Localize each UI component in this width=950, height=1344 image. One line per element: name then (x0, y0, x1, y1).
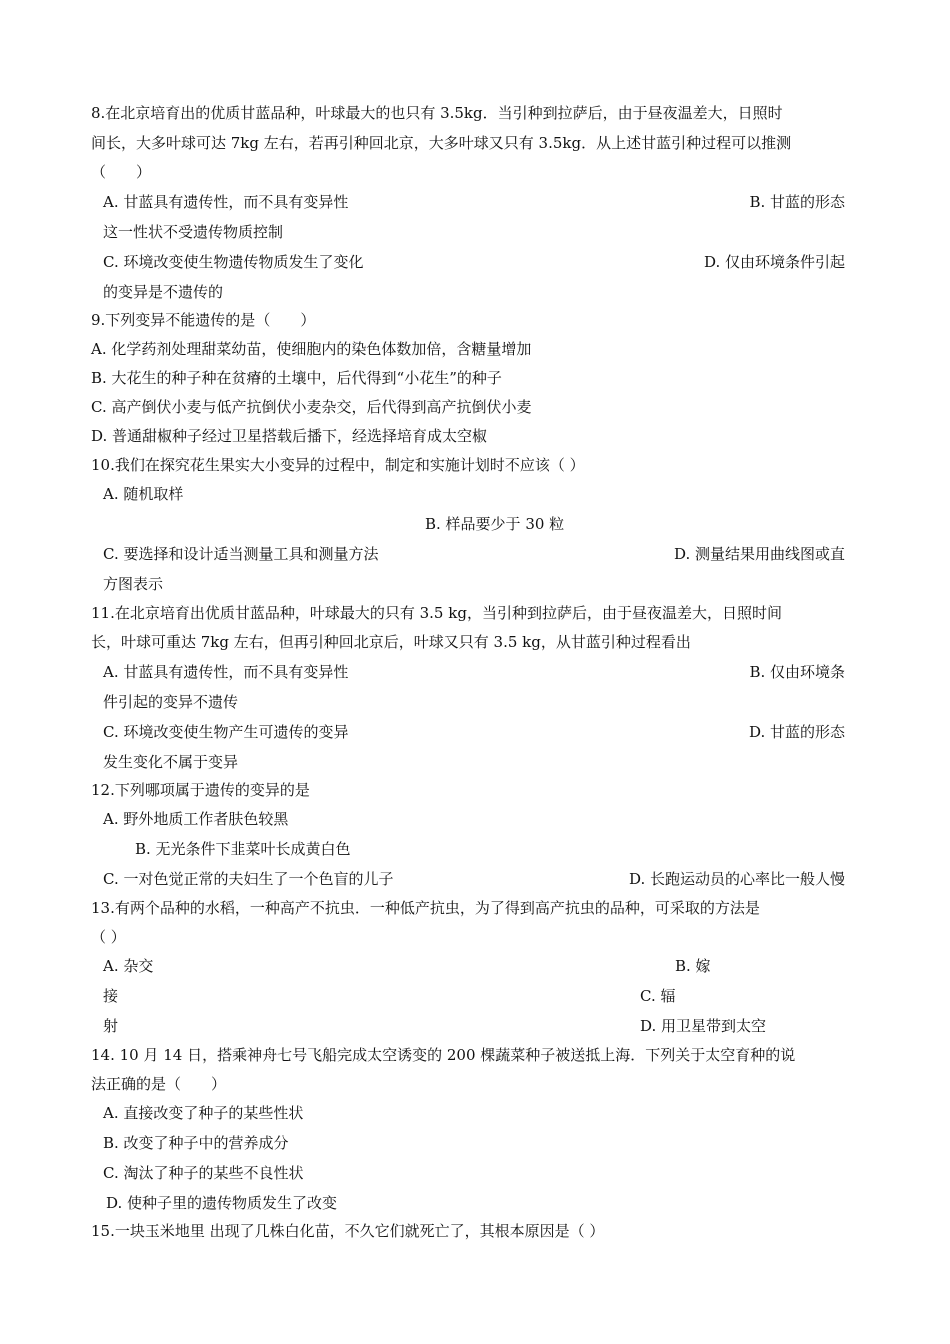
q13-option-c: C. 辐 (640, 987, 676, 1005)
q13-option-b-cont: 接 (103, 987, 119, 1005)
q12-option-d: D. 长跑运动员的心率比一般人慢 (628, 870, 845, 888)
q9-option-b: B. 大花生的种子种在贫瘠的土壤中，后代得到“小花生”的种子 (91, 369, 502, 387)
q14-option-a: A. 直接改变了种子的某些性状 (103, 1104, 304, 1122)
q8-option-b-cont: 这一性状不受遗传物质控制 (103, 223, 284, 241)
q8-option-d: D. 仅由环境条件引起 (703, 253, 845, 271)
q11-option-b-cont: 件引起的变异不遗传 (103, 693, 239, 711)
q13-option-a: A. 杂交 (103, 957, 154, 975)
q8-stem-line2: 间长，大多叶球可达 7kg 左右，若再引种回北京，大多叶球又只有 3.5kg．从上述甘蓝引种过程可以推测 (91, 134, 792, 152)
q14-option-c: C. 淘汰了种子的某些不良性状 (103, 1164, 304, 1182)
q11-option-d: D. 甘蓝的形态 (748, 723, 845, 741)
q12-stem: 12.下列哪项属于遗传的变异的是 (91, 781, 310, 799)
q11-option-c: C. 环境改变使生物产生可遗传的变异 (103, 723, 349, 741)
q10-option-c: C. 要选择和设计适当测量工具和测量方法 (103, 545, 379, 563)
q9-option-d: D. 普通甜椒种子经过卫星搭载后播下，经选择培育成太空椒 (91, 427, 488, 445)
q8-option-a: A. 甘蓝具有遗传性，而不具有变异性 (103, 193, 349, 211)
q12-option-b: B. 无光条件下韭菜叶长成黄白色 (135, 840, 351, 858)
q8-option-c: C. 环境改变使生物遗传物质发生了变化 (103, 253, 364, 271)
q9-option-c: C. 高产倒伏小麦与低产抗倒伏小麦杂交，后代得到高产抗倒伏小麦 (91, 398, 532, 416)
q15-stem: 15.一块玉米地里 出现了几株白化苗，不久它们就死亡了，其根本原因是（ ） (91, 1222, 605, 1240)
q10-option-d: D. 测量结果用曲线图或直 (673, 545, 845, 563)
q11-option-d-cont: 发生变化不属于变异 (103, 753, 239, 771)
q11-option-b: B. 仅由环境条 (749, 663, 845, 681)
q13-option-c-cont: 射 (103, 1017, 119, 1035)
q14-stem-line2: 法正确的是（ ） (91, 1075, 227, 1093)
q8-option-d-cont: 的变异是不遗传的 (103, 283, 224, 301)
q13-stem-line1: 13.有两个品种的水稻，一种高产不抗虫．一种低产抗虫，为了得到高产抗虫的品种，可采取的方法是 (91, 899, 760, 917)
q11-stem-line2: 长，叶球可重达 7kg 左右，但再引种回北京后，叶球又只有 3.5 kg，从甘蓝引种过程看出 (91, 633, 691, 651)
q8-stem-line3: （ ） (91, 163, 152, 181)
q10-stem: 10.我们在探究花生果实大小变异的过程中，制定和实施计划时不应该（ ） (91, 456, 585, 474)
q8-stem-line1: 8.在北京培育出的优质甘蓝品种，叶球最大的也只有 3.5kg．当引种到拉萨后，由于昼夜温差大，日照时 (91, 104, 783, 122)
q13-option-b: B. 嫁 (675, 957, 711, 975)
q9-option-a: A. 化学药剂处理甜菜幼苗，使细胞内的染色体数加倍，含糖量增加 (91, 340, 532, 358)
q13-stem-line2: （ ） (91, 928, 126, 946)
q12-option-a: A. 野外地质工作者肤色较黑 (103, 810, 289, 828)
q14-option-b: B. 改变了种子中的营养成分 (103, 1134, 289, 1152)
q14-stem-line1: 14. 10 月 14 日，搭乘神舟七号飞船完成太空诱变的 200 棵蔬菜种子被送抵上海．下列关于太空育种的说 (91, 1046, 796, 1064)
q11-stem-line1: 11.在北京培育出优质甘蓝品种，叶球最大的只有 3.5 kg，当引种到拉萨后，由于昼夜温差大，日照时间 (91, 604, 782, 622)
q10-option-b: B. 样品要少于 30 粒 (425, 515, 565, 533)
q10-option-d-cont: 方图表示 (103, 575, 164, 593)
q13-option-d: D. 用卫星带到太空 (640, 1017, 767, 1035)
q14-option-d: D. 使种子里的遗传物质发生了改变 (106, 1194, 338, 1212)
q10-option-a: A. 随机取样 (103, 485, 184, 503)
q12-option-c: C. 一对色觉正常的夫妇生了一个色盲的儿子 (103, 870, 394, 888)
q9-stem: 9.下列变异不能遗传的是（ ） (91, 311, 316, 329)
q11-option-a: A. 甘蓝具有遗传性，而不具有变异性 (103, 663, 349, 681)
q8-option-b: B. 甘蓝的形态 (749, 193, 845, 211)
